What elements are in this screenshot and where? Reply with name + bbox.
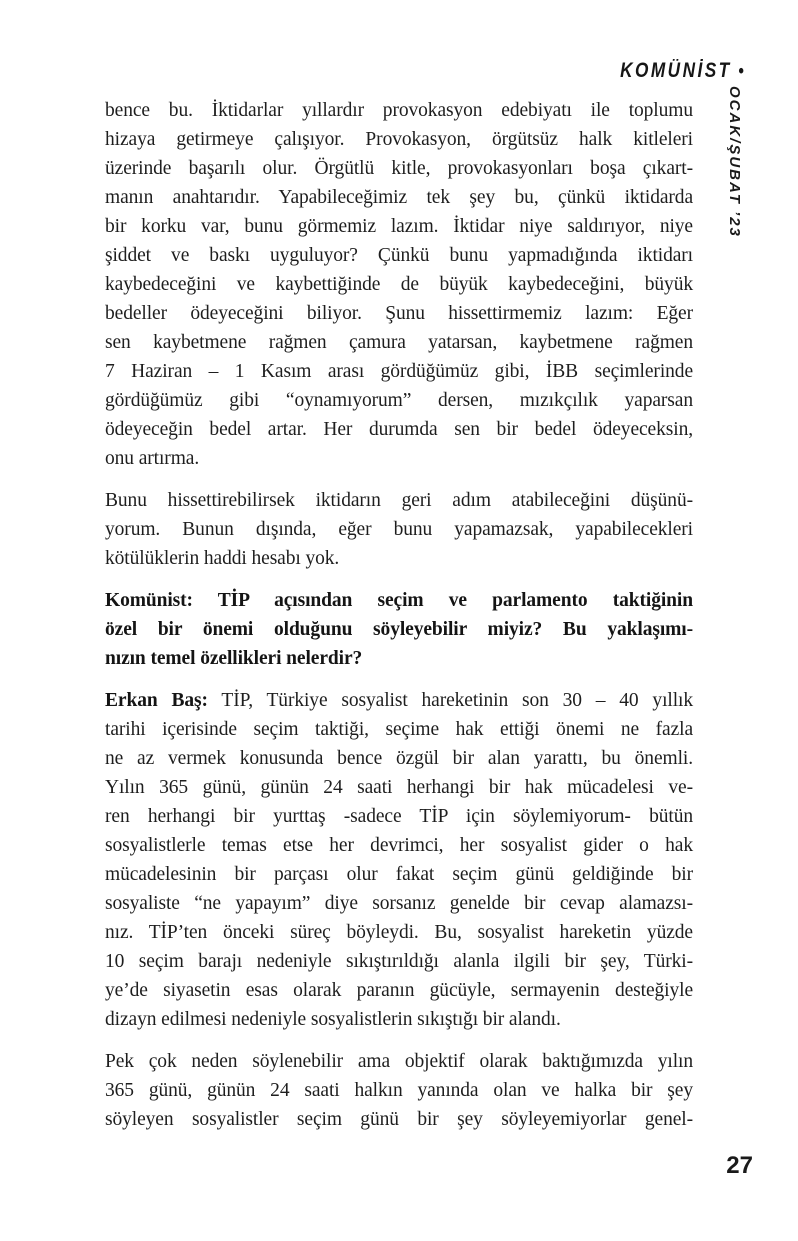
paragraph: [105, 96, 693, 473]
text-line: ren herhangi bir yurttaş -sadece TİP için söylemiyorum- bütün: [105, 806, 693, 827]
paragraph: [105, 486, 693, 573]
text-line: tarihi içerisinde seçim taktiği, seçime hak ettiği önemi ne fazla: [105, 719, 693, 740]
text-line: üzerinde başarılı olur. Örgütlü kitle, provokasyonları boşa çıkart-: [105, 158, 693, 179]
journal-title: KOMÜNİST: [620, 59, 732, 82]
journal-masthead: [620, 59, 744, 83]
interview-answer: [105, 686, 693, 1034]
text-line: ödeyeceğin bedel artar. Her durumda sen bir bedel ödeyeceksin,: [105, 419, 693, 440]
text-line: gördüğümüz gibi “oynamıyorum” dersen, mızıkçılık yaparsan: [105, 390, 693, 411]
text-line: yorum. Bunun dışında, eğer bunu yapamazsak, yapabilecekleri: [105, 519, 693, 540]
text-line: Bunu hissettirebilirsek iktidarın geri adım atabileceğini düşünü-: [105, 490, 693, 511]
text-line: söyleyen sosyalistler seçim günü bir şey söyleyemiyorlar genel-: [105, 1109, 693, 1130]
text-line: bedeller ödeyeceğini biliyor. Şunu hissettirmemiz lazım: Eğer: [105, 303, 693, 324]
text-line: 7 Haziran – 1 Kasım arası gördüğümüz gibi, İBB seçimlerinde: [105, 361, 693, 382]
text-line: nız. TİP’ten önceki süreç böyleydi. Bu, sosyalist hareketin yüzde: [105, 922, 693, 943]
speaker-name: Erkan Baş:: [105, 690, 208, 711]
text-line: kaybedeceğini ve kaybettiğinde de büyük kaybedeceğini, büyük: [105, 274, 693, 295]
text-line: kötülüklerin haddi hesabı yok.: [105, 548, 340, 569]
text-line: Komünist: TİP açısından seçim ve parlamento taktiğinin: [105, 590, 693, 611]
text-line: özel bir önemi olduğunu söyleyebilir miyiz? Bu yaklaşımı-: [105, 619, 693, 640]
bullet-icon: •: [738, 61, 744, 82]
text-line: 365 günü, günün 24 saati halkın yanında olan ve halka bir şey: [105, 1080, 693, 1101]
text-line: onu artırma.: [105, 448, 200, 469]
text-line: nızın temel özellikleri nelerdir?: [105, 648, 363, 669]
text-line: şiddet ve baskı uyguluyor? Çünkü bunu yapmadığında iktidarı: [105, 245, 693, 266]
text-line: ye’de siyasetin esas olarak paranın gücüyle, sermayenin desteğiyle: [105, 980, 693, 1001]
text-line: ne az vermek konusunda bence özgül bir alan yarattı, bu önemli.: [105, 748, 693, 769]
text-line: [105, 686, 693, 715]
article-body: [105, 96, 693, 1147]
text-line: Pek çok neden söylenebilir ama objektif olarak baktığımızda yılın: [105, 1051, 693, 1072]
text-line: mücadelesinin bir parçası olur fakat seçim günü geldiğinde bir: [105, 864, 693, 885]
interview-question: [105, 586, 693, 673]
text-line: 10 seçim barajı nedeniyle sıkıştırıldığı alanla ilgili bir şey, Türki-: [105, 951, 693, 972]
paragraph: [105, 1047, 693, 1134]
text-span: TİP, Türkiye sosyalist hareketinin son 30 – 40 yıllık: [207, 690, 693, 711]
page-number: 27: [726, 1152, 753, 1179]
text-line: sosyaliste “ne yapayım” diye sorsanız genelde bir cevap alamazsı-: [105, 893, 693, 914]
text-line: sosyalistlerle temas etse her devrimci, her sosyalist gider o hak: [105, 835, 693, 856]
text-line: Yılın 365 günü, günün 24 saati herhangi bir hak mücadelesi ve-: [105, 777, 693, 798]
text-line: sen kaybetmene rağmen çamura yatarsan, kaybetmene rağmen: [105, 332, 693, 353]
text-line: bir korku var, bunu görmemiz lazım. İktidar niye saldırıyor, niye: [105, 216, 693, 237]
issue-date: OCAK/ŞUBAT ’23: [726, 86, 743, 238]
text-line: hizaya getirmeye çalışıyor. Provokasyon, örgütsüz halk kitleleri: [105, 129, 693, 150]
text-line: manın anahtarıdır. Yapabileceğimiz tek şey bu, çünkü iktidarda: [105, 187, 693, 208]
text-line: dizayn edilmesi nedeniyle sosyalistlerin sıkıştığı bir alandı.: [105, 1009, 561, 1030]
text-line: bence bu. İktidarlar yıllardır provokasyon edebiyatı ile toplumu: [105, 100, 693, 121]
